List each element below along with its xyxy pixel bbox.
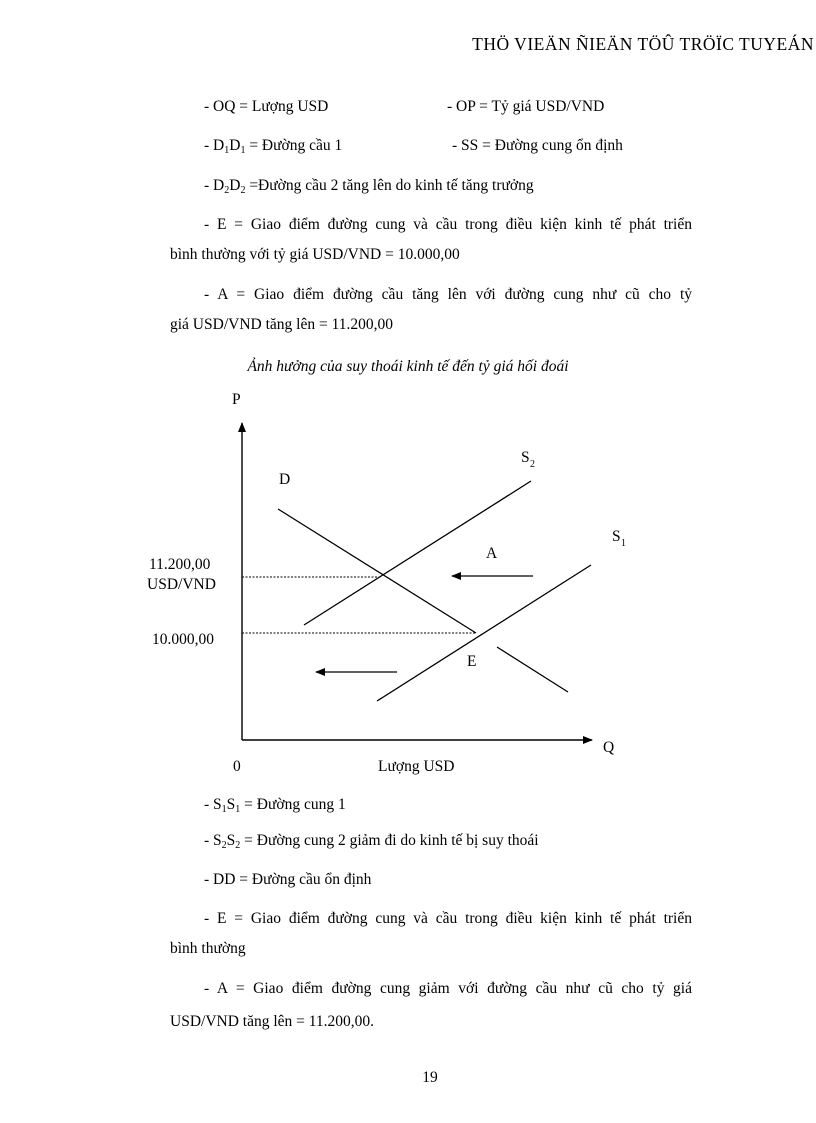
origin-label: 0 [233,758,241,775]
legend-oq: - OQ = Lượng USD [204,98,329,115]
legend-ss: - SS = Đường cung ổn định [452,137,623,154]
legend-bottom-a-line1: - A = Giao điểm đường cung giảm với đường cầu như cũ cho tỷ giá [204,980,692,997]
page-number: 19 [422,1069,438,1086]
point-label-a: A [486,545,498,562]
legend-s2s2: - $S_2S_2$ = Đường cung 2 giảm đi do kinh tế bị suy thoái [204,832,539,851]
y-axis-label: P [232,391,241,408]
legend-op: - OP = Tỷ giá USD/VND [447,98,605,115]
curve-label-s2: S [521,449,530,466]
curve-label-s2-sub: 2 [530,459,535,470]
legend-bottom-e-line2: bình thường [170,940,246,957]
point-label-e: E [467,653,477,670]
legend-s1s1: - $S_1S_1$ = Đường cung 1 [204,796,346,815]
y-tick-10000: 10.000,00 [152,631,214,648]
demand-curve-d-upper [278,509,476,633]
demand-curve-d-lower [497,647,568,692]
legend-d1d1: - $D_1D_1$ = Đường cầu 1 [204,137,343,156]
curve-label-s1-sub: 1 [621,538,626,549]
legend-e-line1: - E = Giao điểm đường cung và cầu trong điều kiện kinh tế phát triển [204,216,692,233]
legend-dd: - DD = Đường cầu ổn định [204,871,372,888]
figure-caption: Ảnh hưởng của suy thoái kinh tế đến tỷ giá hối đoái [247,358,569,375]
legend-e-line2: bình thường với tỷ giá USD/VND = 10.000,00 [170,246,460,263]
legend-bottom-a-line2: USD/VND tăng lên = 11.200,00. [170,1013,375,1030]
legend-a-line2: giá USD/VND tăng lên = 11.200,00 [170,316,393,333]
supply-curve-s1 [377,565,591,701]
curve-label-s1: S [612,528,621,545]
x-axis-caption: Lượng USD [378,758,455,775]
curve-label-d: D [279,471,291,488]
legend-d2d2: - $D_2D_2$ =Đường cầu 2 tăng lên do kinh tế tăng trưởng [204,177,534,196]
legend-bottom-e-line1: - E = Giao điểm đường cung và cầu trong điều kiện kinh tế phát triển [204,910,692,927]
page-header-title: THÖ VIEÄN ÑIEÄN TÖÛ TRÖÏC TUYEÁN [472,34,814,54]
legend-a-line1: - A = Giao điểm đường cầu tăng lên với đường cung như cũ cho tỷ [204,286,692,303]
y-tick-11200-unit: USD/VND [147,576,216,593]
x-axis-label: Q [603,739,615,756]
y-tick-11200: 11.200,00 [149,556,211,573]
